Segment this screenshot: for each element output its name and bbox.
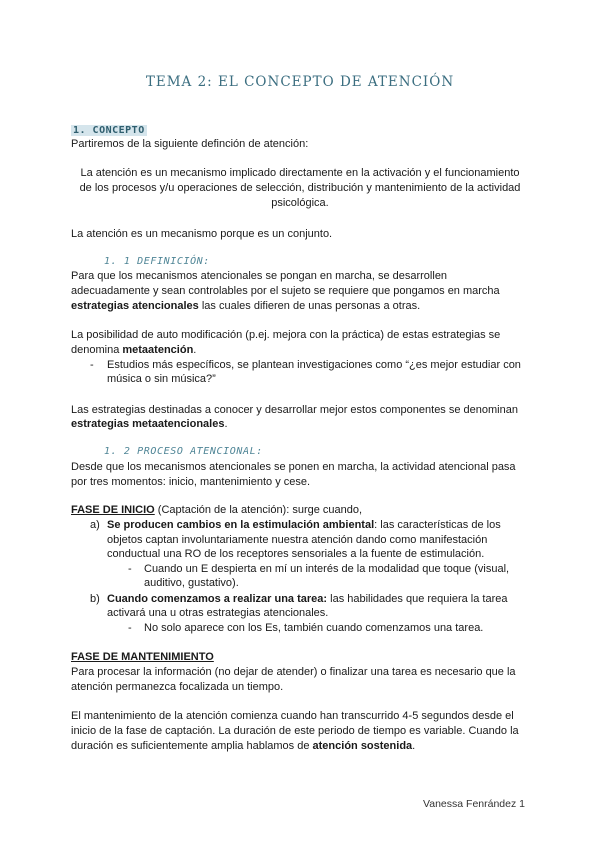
mant-p2-line-3-post: . [412, 740, 416, 752]
bullet-line-1: Estudios más específicos, se plantean investigaciones como “¿es mejor estudiar con [107, 359, 521, 371]
s11-p3-line-1: Las estrategias destinadas a conocer y desarrollar mejor estos componentes se denominan [71, 404, 518, 416]
mant-p2-line-1: El mantenimiento de la atención comienza cuando han transcurrido 4-5 segundos desde el [71, 710, 514, 722]
s11-p3-line-2-post: . [224, 418, 228, 430]
mant-line-1: Para procesar la información (no dejar de atender) o finalizar una tarea es necesario que la [71, 666, 516, 678]
s1-quote-line-2: de los procesos y/u operaciones de selección, distribución y mantenimiento de la actividad [79, 182, 521, 194]
item-b-sub-line-1: No solo aparece con los Es, también cuando comenzamos una tarea. [144, 622, 484, 634]
s1-quote-line-3: psicológica. [271, 197, 329, 209]
mant-p2-line-3-pre: duración es suficientemente amplia hablamos de [71, 740, 313, 752]
section-1-heading: 1. CONCEPTO [73, 125, 145, 136]
mant-line-2: atención permanezca focalizada un tiempo. [71, 681, 284, 693]
bullet-line-2: música o sin música?” [107, 373, 216, 385]
item-a-sub-dash: - [128, 563, 132, 575]
item-a-bold: Se producen cambios en la estimulación ambiental [107, 519, 375, 531]
item-b-bold: Cuando comenzamos a realizar una tarea: [107, 593, 328, 605]
fase-inicio-heading-rest: (Captación de la atención): surge cuando, [154, 504, 363, 516]
s11-line-1: Para que los mecanismos atencionales se pongan en marcha, se desarrollen [71, 270, 448, 282]
item-a-sub-line-2: auditivo, gustativo). [144, 577, 239, 589]
page-title: TEMA 2: EL CONCEPTO DE ATENCIÓN [145, 74, 455, 90]
term-atencion-sostenida: atención sostenida [312, 740, 413, 752]
item-a-marker: a) [90, 519, 100, 531]
page-footer: Vanessa Fenrández 1 [423, 798, 525, 810]
mant-p2-line-2: inicio de la fase de captación. La duración de este periodo de tiempo es variable. Cuando la [71, 725, 519, 737]
item-a-line-1-rest: : las características de los [374, 519, 501, 531]
s11-line-3 [71, 299, 420, 313]
fase-inicio-heading: FASE DE INICIO [71, 504, 155, 516]
s11-p2-line-2-pre: denomina [71, 344, 123, 356]
s1-intro: Partiremos de la siguiente definción de atención: [71, 138, 309, 150]
item-b-line-2: activará una u otras estrategias atencionales. [107, 607, 329, 619]
s1-quote-line-1: La atención es un mecanismo implicado directamente en la activación y el funcionamiento [80, 167, 520, 179]
s11-p2-line-1: La posibilidad de auto modificación (p.ej. mejora con la práctica) de estas estrategias se [71, 329, 501, 341]
section-1-1-heading: 1. 1 DEFINICIÓN: [104, 256, 210, 267]
item-b-marker: b) [90, 593, 100, 605]
s11-p2-line-2-post: . [193, 344, 197, 356]
fase-mantenimiento-heading-line [71, 650, 214, 664]
fase-mantenimiento-heading: FASE DE MANTENIMIENTO [71, 651, 214, 663]
item-a-line-2: objetos captan involuntariamente nuestra atención dando como manifestación [107, 534, 488, 546]
item-a-line-1 [107, 518, 501, 532]
item-b-line-1-rest: las habilidades que requiera la tarea [327, 593, 508, 605]
term-estrategias-atencionales: estrategias atencionales [71, 300, 199, 312]
s11-line-3-rest: las cuales difieren de unas personas a otras. [198, 300, 421, 312]
s11-line-2: adecuadamente y sean controlables por el sujeto se requiere que pongamos en marcha [71, 285, 500, 297]
section-1-2-heading: 1. 2 PROCESO ATENCIONAL: [104, 446, 263, 457]
item-a-sub-line-1: Cuando un E despierta en mí un interés de la modalidad que toque (visual, [144, 563, 510, 575]
item-b-line-1 [107, 592, 507, 606]
mant-p2-line-3 [71, 739, 415, 753]
fase-inicio-heading-line [71, 503, 362, 517]
item-b-sub-dash: - [128, 622, 132, 634]
item-a-line-3: conductual una RO de los receptores sensoriales a la fuente de estimulación. [107, 548, 485, 560]
s1-paragraph: La atención es un mecanismo porque es un conjunto. [71, 228, 333, 240]
s11-p2-line-2 [71, 343, 196, 357]
s11-p3-line-2 [71, 417, 228, 431]
term-metaatencion: metaatención [122, 344, 194, 356]
s12-line-1: Desde que los mecanismos atencionales se ponen en marcha, la actividad atencional pasa [71, 461, 516, 473]
section-1-heading-wrap [71, 123, 147, 138]
bullet-dash: - [90, 359, 94, 371]
s12-line-2: por tres momentos: inicio, mantenimiento y cese. [71, 476, 311, 488]
term-estrategias-metaatencionales: estrategias metaatencionales [71, 418, 225, 430]
